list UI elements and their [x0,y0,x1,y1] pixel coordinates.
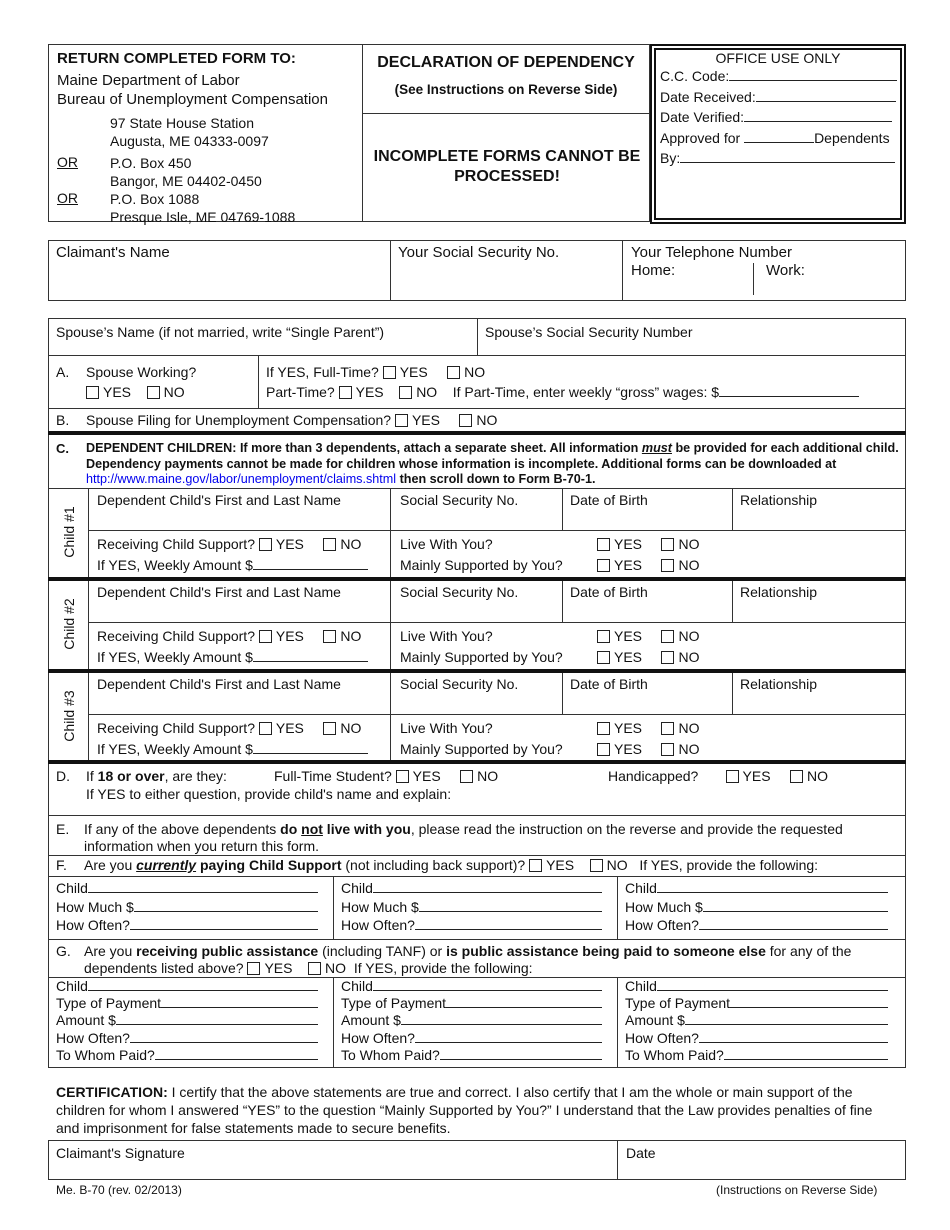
child-support-question[interactable]: Are you currently paying Child Support (not including back support)? YES NO If YES, provide the following: [84,857,819,873]
spouse-ssn-label: Spouse’s Social Security Number [485,324,693,340]
child-support-how_much-field[interactable]: How Much $ [625,899,888,915]
child-support-question[interactable]: Receiving Child Support? YES NO [97,536,362,552]
not-living-instruction: If any of the above dependents do not live with you, please read the instruction on the reverse and provide the requested information when you return this form. [84,821,843,854]
address-line: P.O. Box 1088 [110,191,200,207]
assistance-amount-field[interactable]: Amount $ [625,1012,888,1028]
child-support-child-field[interactable]: Child [625,880,888,896]
assistance-type-field[interactable]: Type of Payment [341,995,602,1011]
assistance-to_whom-field[interactable]: To Whom Paid? [56,1047,318,1063]
address-line: P.O. Box 450 [110,155,192,171]
section-letter: G. [56,943,71,959]
assistance-child-field[interactable]: Child [56,978,318,994]
by-field: By: [660,148,900,169]
mainly-supported-options[interactable]: YES NO [597,557,699,573]
section-letter: A. [56,364,70,380]
address-list [57,114,357,226]
checkbox-no[interactable] [147,386,160,399]
mainly-supported-options[interactable]: YES NO [597,649,699,665]
office-use-box [650,44,906,224]
assistance-amount-field[interactable]: Amount $ [341,1012,602,1028]
assistance-to_whom-field[interactable]: To Whom Paid? [341,1047,602,1063]
mainly-supported-options[interactable]: YES NO [597,741,699,757]
live-with-you-label: Live With You? [400,720,493,736]
section-letter: B. [56,412,70,428]
live-with-you-options[interactable]: YES NO [597,536,699,552]
spouse-name-label: Spouse’s Name (if not married, write “Single Parent”) [56,324,385,340]
spouse-working-options[interactable]: YES NO [86,384,185,400]
public-assistance-question[interactable]: Are you receiving public assistance (including TANF) or is public assistance being paid to someone else for any of the dependents listed above? YES NO If YES, provide the following: [84,943,852,976]
claimant-name-label: Claimant's Name [56,244,170,261]
spouse-working-label: Spouse Working? [86,364,197,380]
weekly-amount-field[interactable]: If YES, Weekly Amount $ [97,557,368,573]
weekly-amount-field[interactable]: If YES, Weekly Amount $ [97,741,368,757]
assistance-amount-field[interactable]: Amount $ [56,1012,318,1028]
address-line: Presque Isle, ME 04769-1088 [110,209,296,225]
child-label: Child #1 [61,506,77,558]
assistance-type-field[interactable]: Type of Payment [625,995,888,1011]
checkbox-yes[interactable] [86,386,99,399]
divider [362,113,650,114]
live-with-you-label: Live With You? [400,628,493,644]
parttime-question[interactable]: Part-Time? YES NO If Part-Time, enter weekly “gross” wages: $ [266,384,859,400]
form-subtitle: (See Instructions on Reverse Side) [394,82,618,97]
child-label: Child #2 [61,598,77,650]
student-question[interactable]: Full-Time Student? YES NO [274,768,499,784]
assistance-to_whom-field[interactable]: To Whom Paid? [625,1047,888,1063]
section-letter: D. [56,768,70,784]
live-with-you-options[interactable]: YES NO [597,628,699,644]
date-verified-field: Date Verified: [660,107,900,128]
child-support-question[interactable]: Receiving Child Support? YES NO [97,720,362,736]
assistance-child-field[interactable]: Child [341,978,602,994]
home-phone-label: Home: [631,262,676,279]
child-dob-field[interactable]: Date of Birth [570,676,648,692]
work-phone-label: Work: [766,262,805,279]
date-label: Date [626,1145,656,1161]
assistance-how_often-field[interactable]: How Often? [56,1030,318,1046]
child-ssn-field[interactable]: Social Security No. [400,492,519,508]
child-support-how_much-field[interactable]: How Much $ [56,899,318,915]
child-relationship-field[interactable]: Relationship [740,492,818,508]
child-dob-field[interactable]: Date of Birth [570,492,648,508]
child-name-field[interactable]: Dependent Child's First and Last Name [97,676,341,692]
assistance-type-field[interactable]: Type of Payment [56,995,318,1011]
certification-text: CERTIFICATION: I certify that the above statements are true and correct. I also certify that I am the whole or main support of the children for whom I answered “YES” to the question “Mainly Supported by You?” I understand that the Law provides penalties of fine and imprisonment for false statements made to secure benefits. [56,1084,873,1136]
child-support-how_often-field[interactable]: How Often? [56,917,318,933]
mainly-supported-label: Mainly Supported by You? [400,557,563,573]
assistance-how_often-field[interactable]: How Often? [625,1030,888,1046]
agency-bureau: Bureau of Unemployment Compensation [57,91,328,108]
return-title: RETURN COMPLETED FORM TO: [57,50,296,67]
section-letter: C. [56,441,69,456]
child-name-field[interactable]: Dependent Child's First and Last Name [97,584,341,600]
claimant-ssn-label: Your Social Security No. [398,244,560,261]
dependent-children-instructions: DEPENDENT CHILDREN: If more than 3 dependents, attach a separate sheet. All information must be provided for each additional child. Dependency payments cannot be made for children whose information is incomplete. Additional forms can be downloaded at http://www.maine.gov/labor/unemployment/claims.shtml then scroll down to Form B-70-1. [86,441,899,486]
incomplete-warning: INCOMPLETE FORMS CANNOT BE PROCESSED! [373,148,641,185]
mainly-supported-label: Mainly Supported by You? [400,649,563,665]
address-line: Augusta, ME 04333-0097 [110,133,269,149]
office-title: OFFICE USE ONLY [715,50,841,66]
address-line: 97 State House Station [110,115,254,131]
forms-link[interactable]: http://www.maine.gov/labor/unemployment/claims.shtml [86,472,397,486]
over-18-question: If 18 or over, are they: [86,768,227,784]
signature-label: Claimant's Signature [56,1145,185,1161]
child-support-how_often-field[interactable]: How Often? [341,917,602,933]
child-support-question[interactable]: Receiving Child Support? YES NO [97,628,362,644]
child-ssn-field[interactable]: Social Security No. [400,676,519,692]
address-prefix: OR [57,154,78,170]
assistance-how_often-field[interactable]: How Often? [341,1030,602,1046]
address-line: Bangor, ME 04402-0450 [110,173,262,189]
section-letter: E. [56,821,70,837]
reverse-note: (Instructions on Reverse Side) [716,1183,878,1197]
mainly-supported-label: Mainly Supported by You? [400,741,563,757]
child-relationship-field[interactable]: Relationship [740,584,818,600]
cc-code-field: C.C. Code: [660,66,900,87]
child-name-field[interactable]: Dependent Child's First and Last Name [97,492,341,508]
live-with-you-options[interactable]: YES NO [597,720,699,736]
form-id: Me. B-70 (rev. 02/2013) [56,1183,182,1197]
form-title: DECLARATION OF DEPENDENCY [377,54,635,71]
address-prefix: OR [57,190,78,206]
child-support-child-field[interactable]: Child [56,880,318,896]
approved-for-field: Approved for Dependents [660,129,890,146]
weekly-amount-field[interactable]: If YES, Weekly Amount $ [97,649,368,665]
child-label: Child #3 [61,690,77,742]
handicapped-question[interactable]: Handicapped? YES NO [608,768,828,784]
spouse-filing-question[interactable]: Spouse Filing for Unemployment Compensation? YES NO [86,412,498,428]
fulltime-question[interactable]: If YES, Full-Time? YES NO [266,364,486,380]
child-support-how_often-field[interactable]: How Often? [625,917,888,933]
agency-name: Maine Department of Labor [57,72,240,89]
child-relationship-field[interactable]: Relationship [740,676,818,692]
child-support-child-field[interactable]: Child [341,880,602,896]
child-dob-field[interactable]: Date of Birth [570,584,648,600]
child-ssn-field[interactable]: Social Security No. [400,584,519,600]
live-with-you-label: Live With You? [400,536,493,552]
date-received-field: Date Received: [660,87,900,108]
assistance-child-field[interactable]: Child [625,978,888,994]
telephone-label: Your Telephone Number [631,244,792,261]
section-letter: F. [56,857,67,873]
child-support-how_much-field[interactable]: How Much $ [341,899,602,915]
explain-instruction: If YES to either question, provide child's name and explain: [86,786,452,802]
